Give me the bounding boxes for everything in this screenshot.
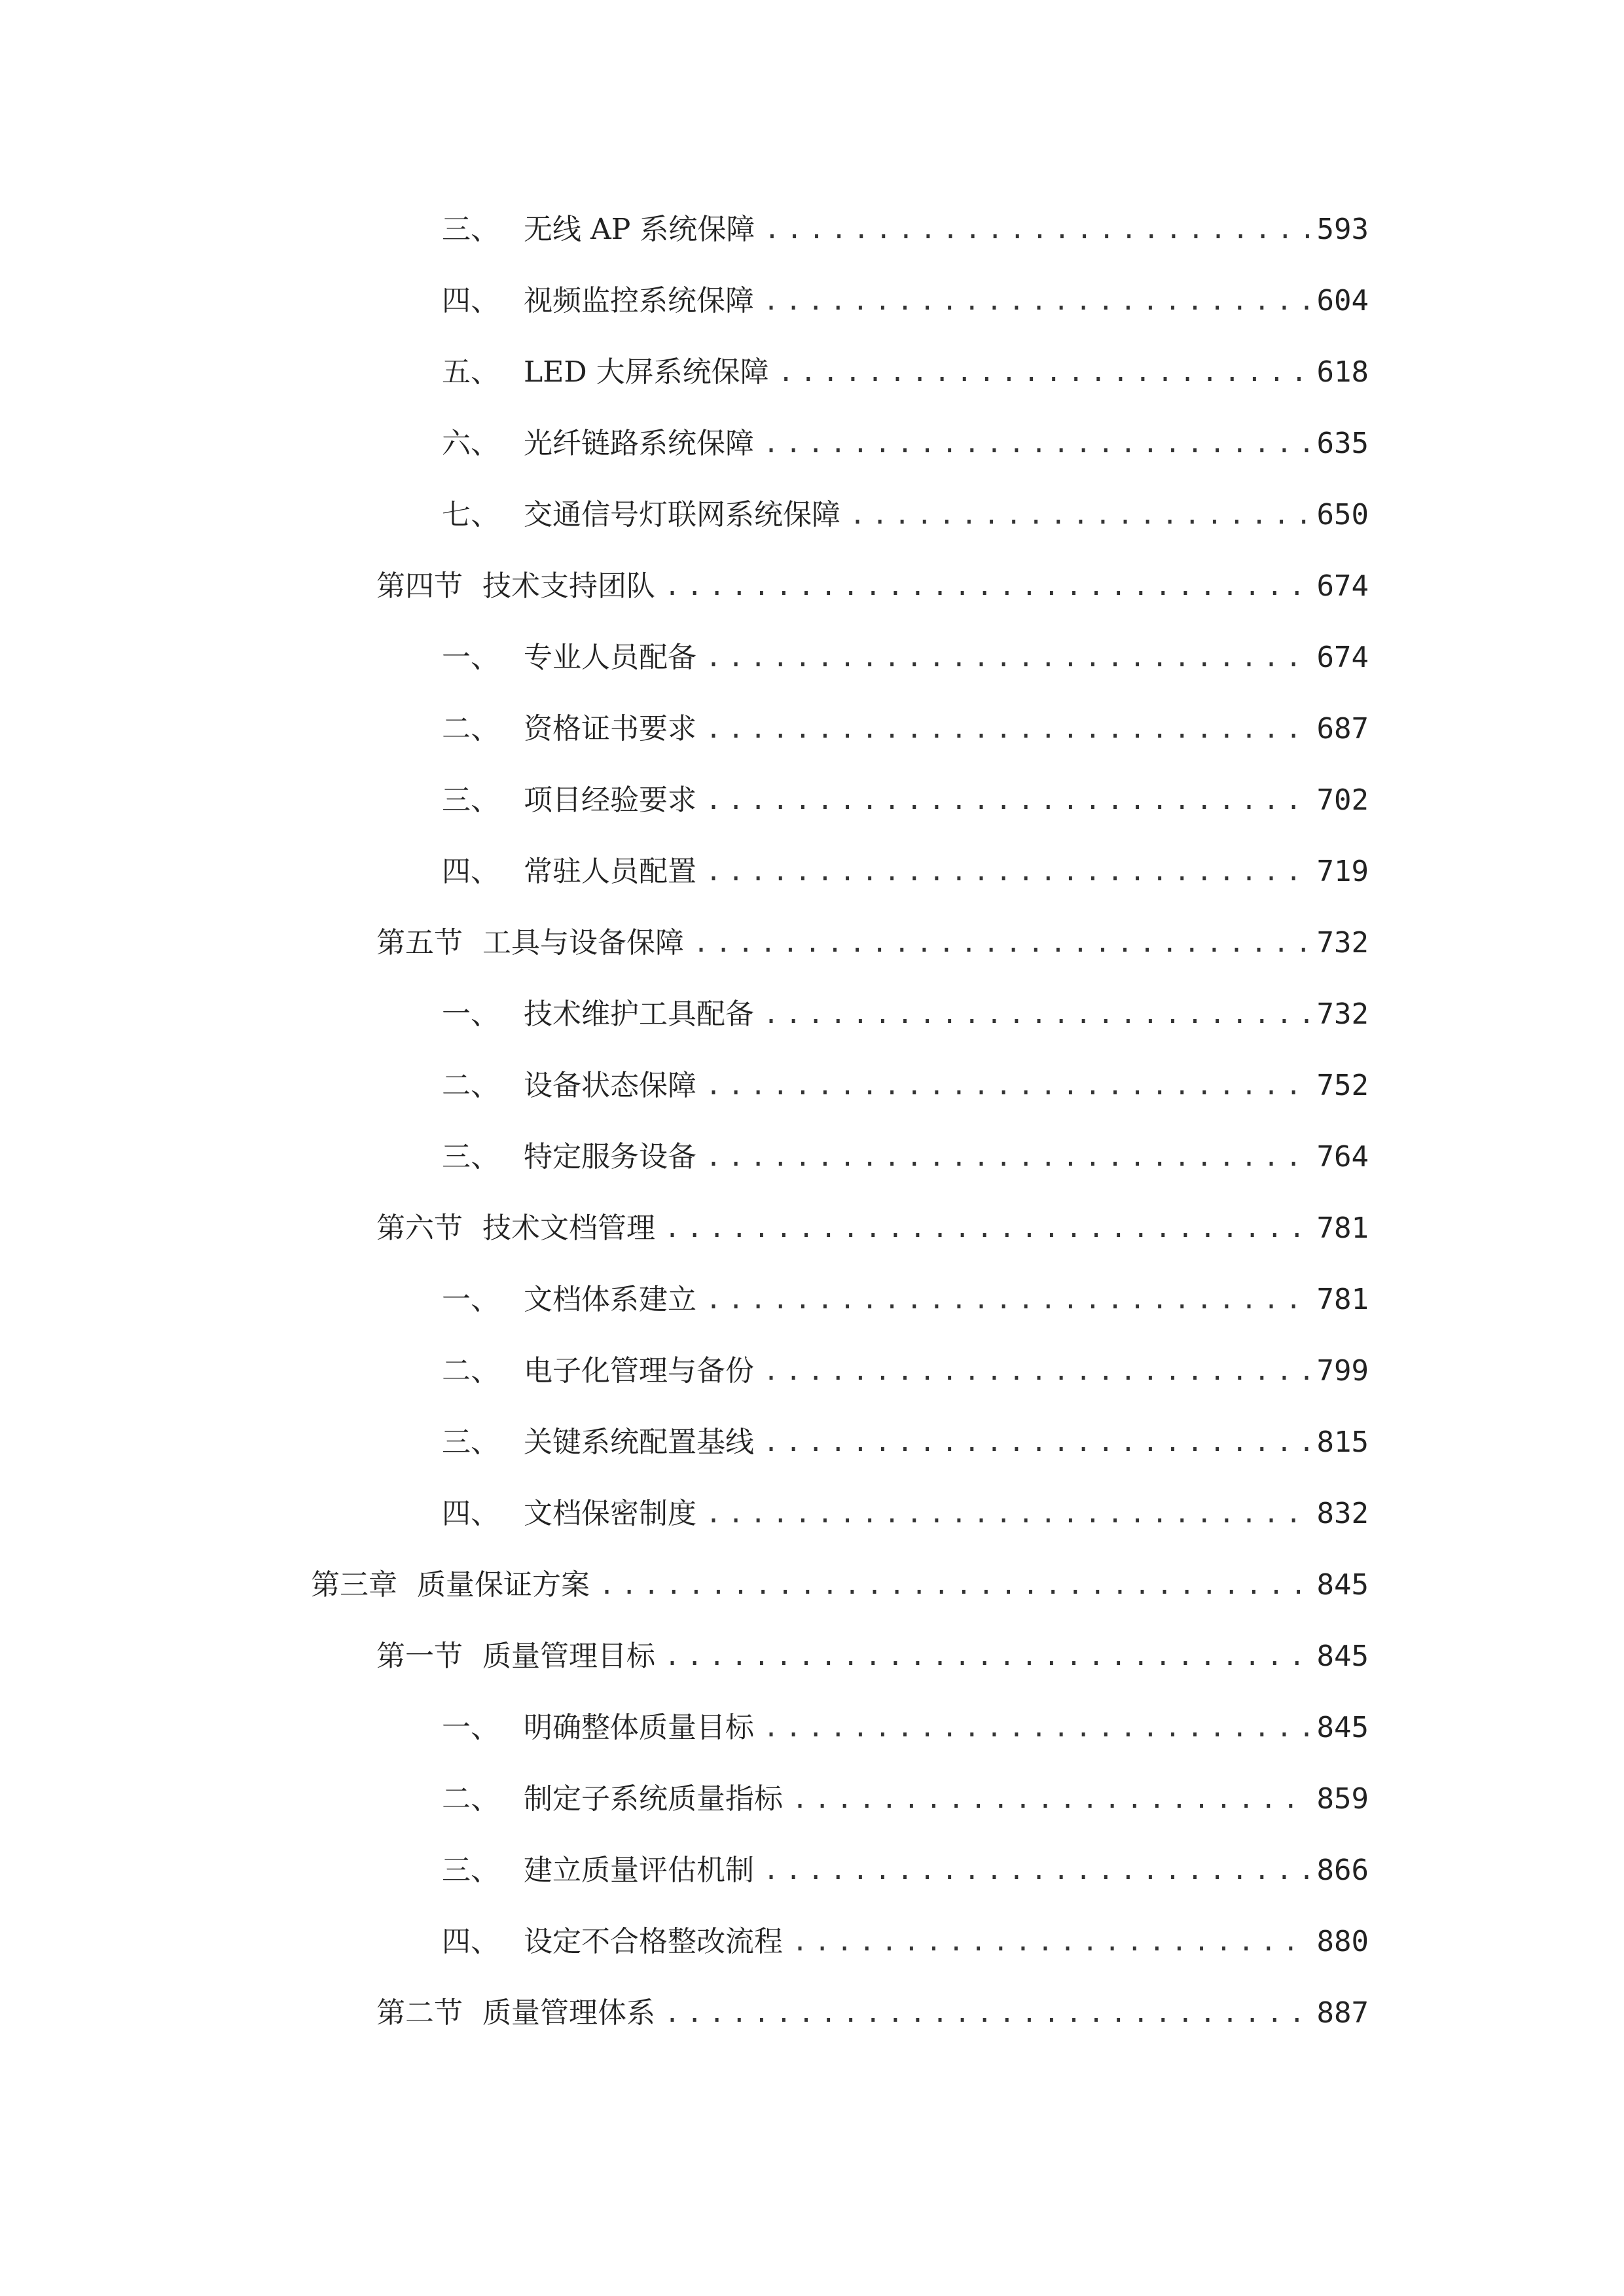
toc-entry-number: 三、 — [442, 1854, 499, 1887]
toc-entry-number: 一、 — [442, 997, 499, 1031]
toc-entry-title: 技术文档管理 — [482, 1211, 655, 1245]
toc-entry-page: 832 — [1316, 1497, 1369, 1530]
toc-entry-title: 交通信号灯联网系统保障 — [524, 498, 840, 531]
toc-entry-title: LED 大屏系统保障 — [524, 355, 769, 389]
toc-entry-number: 七、 — [442, 498, 499, 531]
toc-entry[interactable] — [442, 1705, 1369, 1751]
toc-section-entry[interactable] — [376, 564, 1369, 609]
toc-entry-number: 一、 — [442, 1711, 499, 1744]
toc-entry-page: 752 — [1316, 1069, 1369, 1102]
toc-dot-leader — [763, 278, 1310, 324]
toc-entry-title: 常驻人员配置 — [524, 855, 696, 888]
toc-entry-title: 专业人员配备 — [524, 641, 696, 674]
toc-entry[interactable] — [442, 421, 1369, 467]
toc-section-entry[interactable] — [376, 920, 1369, 966]
toc-dot-leader — [706, 849, 1310, 895]
toc-entry[interactable] — [442, 1776, 1369, 1822]
toc-entry-number: 一、 — [442, 641, 499, 674]
toc-entry-page: 687 — [1316, 712, 1369, 745]
toc-entry[interactable] — [442, 849, 1369, 895]
toc-entry-number: 一、 — [442, 1283, 499, 1316]
toc-entry[interactable] — [442, 350, 1369, 395]
toc-entry[interactable] — [442, 992, 1369, 1037]
toc-entry[interactable] — [442, 1063, 1369, 1109]
toc-entry-page: 635 — [1316, 427, 1369, 460]
toc-section-entry[interactable] — [376, 1990, 1369, 2036]
toc-entry-page: 781 — [1316, 1283, 1369, 1316]
toc-entry-number: 第二节 — [376, 1996, 463, 2030]
toc-dot-leader — [850, 492, 1310, 538]
toc-dot-leader — [664, 1990, 1310, 2036]
toc-dot-leader — [664, 1206, 1310, 1251]
toc-entry-number: 第一节 — [376, 1640, 463, 1673]
toc-dot-leader — [706, 1134, 1310, 1180]
toc-entry-page: 887 — [1316, 1996, 1369, 2030]
toc-entry-number: 四、 — [442, 1497, 499, 1530]
toc-entry-title: 技术支持团队 — [482, 569, 655, 603]
toc-entry-page: 845 — [1316, 1640, 1369, 1673]
toc-entry-number: 二、 — [442, 1782, 499, 1816]
toc-entry[interactable] — [442, 207, 1369, 253]
toc-dot-leader — [778, 350, 1310, 395]
toc-entry-title: 资格证书要求 — [524, 712, 696, 745]
toc-entry-page: 859 — [1316, 1782, 1369, 1816]
toc-entry-page: 650 — [1316, 498, 1369, 531]
toc-entry[interactable] — [442, 778, 1369, 823]
toc-entry-title: 电子化管理与备份 — [524, 1354, 754, 1388]
toc-entry-title: 视频监控系统保障 — [524, 284, 754, 317]
toc-section-entry[interactable] — [376, 1206, 1369, 1251]
toc-entry-number: 第五节 — [376, 926, 463, 960]
toc-entry-page: 732 — [1316, 997, 1369, 1031]
toc-entry-number: 二、 — [442, 1069, 499, 1102]
toc-entry-title: 关键系统配置基线 — [524, 1426, 754, 1459]
toc-entry-number: 五、 — [442, 355, 499, 389]
toc-dot-leader — [693, 920, 1310, 966]
toc-dot-leader — [599, 1562, 1310, 1608]
toc-entry[interactable] — [442, 1919, 1369, 1965]
toc-entry[interactable] — [442, 635, 1369, 681]
toc-entry-title: 技术维护工具配备 — [524, 997, 754, 1031]
toc-entry-page: 618 — [1316, 355, 1369, 389]
toc-dot-leader — [706, 1063, 1310, 1109]
toc-entry[interactable] — [442, 1848, 1369, 1893]
toc-entry-page: 732 — [1316, 926, 1369, 960]
toc-entry-title: 质量管理目标 — [482, 1640, 655, 1673]
toc-entry-number: 六、 — [442, 427, 499, 460]
toc-entry-title: 设备状态保障 — [524, 1069, 696, 1102]
toc-entry-number: 第四节 — [376, 569, 463, 603]
toc-entry-page: 866 — [1316, 1854, 1369, 1887]
toc-entry[interactable] — [442, 706, 1369, 752]
toc-entry-title: 项目经验要求 — [524, 783, 696, 817]
toc-entry-number: 四、 — [442, 284, 499, 317]
toc-entry-page: 702 — [1316, 783, 1369, 817]
toc-dot-leader — [792, 1919, 1310, 1965]
toc-entry-title: 光纤链路系统保障 — [524, 427, 754, 460]
toc-dot-leader — [763, 1848, 1310, 1893]
toc-dot-leader — [792, 1776, 1310, 1822]
toc-entry-number: 三、 — [442, 783, 499, 817]
toc-dot-leader — [706, 1277, 1310, 1323]
toc-dot-leader — [763, 1348, 1310, 1394]
toc-entry-number: 二、 — [442, 1354, 499, 1388]
toc-entry-page: 604 — [1316, 284, 1369, 317]
toc-chapter-entry[interactable] — [311, 1562, 1369, 1608]
toc-entry-title: 设定不合格整改流程 — [524, 1925, 783, 1958]
toc-entry-title: 文档保密制度 — [524, 1497, 696, 1530]
toc-entry-page: 845 — [1316, 1568, 1369, 1602]
toc-entry-title: 质量保证方案 — [417, 1568, 590, 1602]
toc-dot-leader — [664, 1634, 1310, 1679]
toc-entry-page: 845 — [1316, 1711, 1369, 1744]
toc-entry-number: 二、 — [442, 712, 499, 745]
toc-entry-title: 特定服务设备 — [524, 1140, 696, 1174]
toc-entry-page: 781 — [1316, 1211, 1369, 1245]
toc-section-entry[interactable] — [376, 1634, 1369, 1679]
toc-entry[interactable] — [442, 278, 1369, 324]
toc-entry-title: 建立质量评估机制 — [524, 1854, 754, 1887]
toc-entry-number: 第六节 — [376, 1211, 463, 1245]
toc-dot-leader — [706, 778, 1310, 823]
toc-dot-leader — [706, 635, 1310, 681]
toc-dot-leader — [763, 421, 1310, 467]
toc-entry-number: 三、 — [442, 1426, 499, 1459]
toc-entry[interactable] — [442, 492, 1369, 538]
toc-dot-leader — [706, 706, 1310, 752]
toc-dot-leader — [664, 564, 1310, 609]
toc-entry-page: 799 — [1316, 1354, 1369, 1388]
toc-entry-number: 三、 — [442, 213, 499, 246]
toc-entry-title: 制定子系统质量指标 — [524, 1782, 783, 1816]
toc-entry-title: 工具与设备保障 — [482, 926, 684, 960]
toc-entry[interactable] — [442, 1348, 1369, 1394]
toc-entry-page: 674 — [1316, 641, 1369, 674]
toc-entry-title: 质量管理体系 — [482, 1996, 655, 2030]
toc-entry[interactable] — [442, 1491, 1369, 1537]
toc-entry-page: 764 — [1316, 1140, 1369, 1174]
toc-entry[interactable] — [442, 1420, 1369, 1465]
toc-dot-leader — [763, 992, 1310, 1037]
toc-entry-number: 四、 — [442, 855, 499, 888]
toc-entry[interactable] — [442, 1134, 1369, 1180]
toc-entry-title: 无线 AP 系统保障 — [524, 213, 755, 246]
toc-entry-title: 文档体系建立 — [524, 1283, 696, 1316]
toc-entry-number: 第三章 — [311, 1568, 397, 1602]
toc-entry-page: 719 — [1316, 855, 1369, 888]
toc-dot-leader — [763, 1705, 1310, 1751]
toc-dot-leader — [706, 1491, 1310, 1537]
toc-dot-leader — [763, 1420, 1310, 1465]
toc-entry-page: 880 — [1316, 1925, 1369, 1958]
toc-entry-page: 674 — [1316, 569, 1369, 603]
toc-entry-number: 四、 — [442, 1925, 499, 1958]
toc-entry[interactable] — [442, 1277, 1369, 1323]
toc-dot-leader — [764, 207, 1310, 253]
toc-entry-number: 三、 — [442, 1140, 499, 1174]
toc-entry-title: 明确整体质量目标 — [524, 1711, 754, 1744]
toc-entry-page: 815 — [1316, 1426, 1369, 1459]
toc-entry-page: 593 — [1316, 213, 1369, 246]
